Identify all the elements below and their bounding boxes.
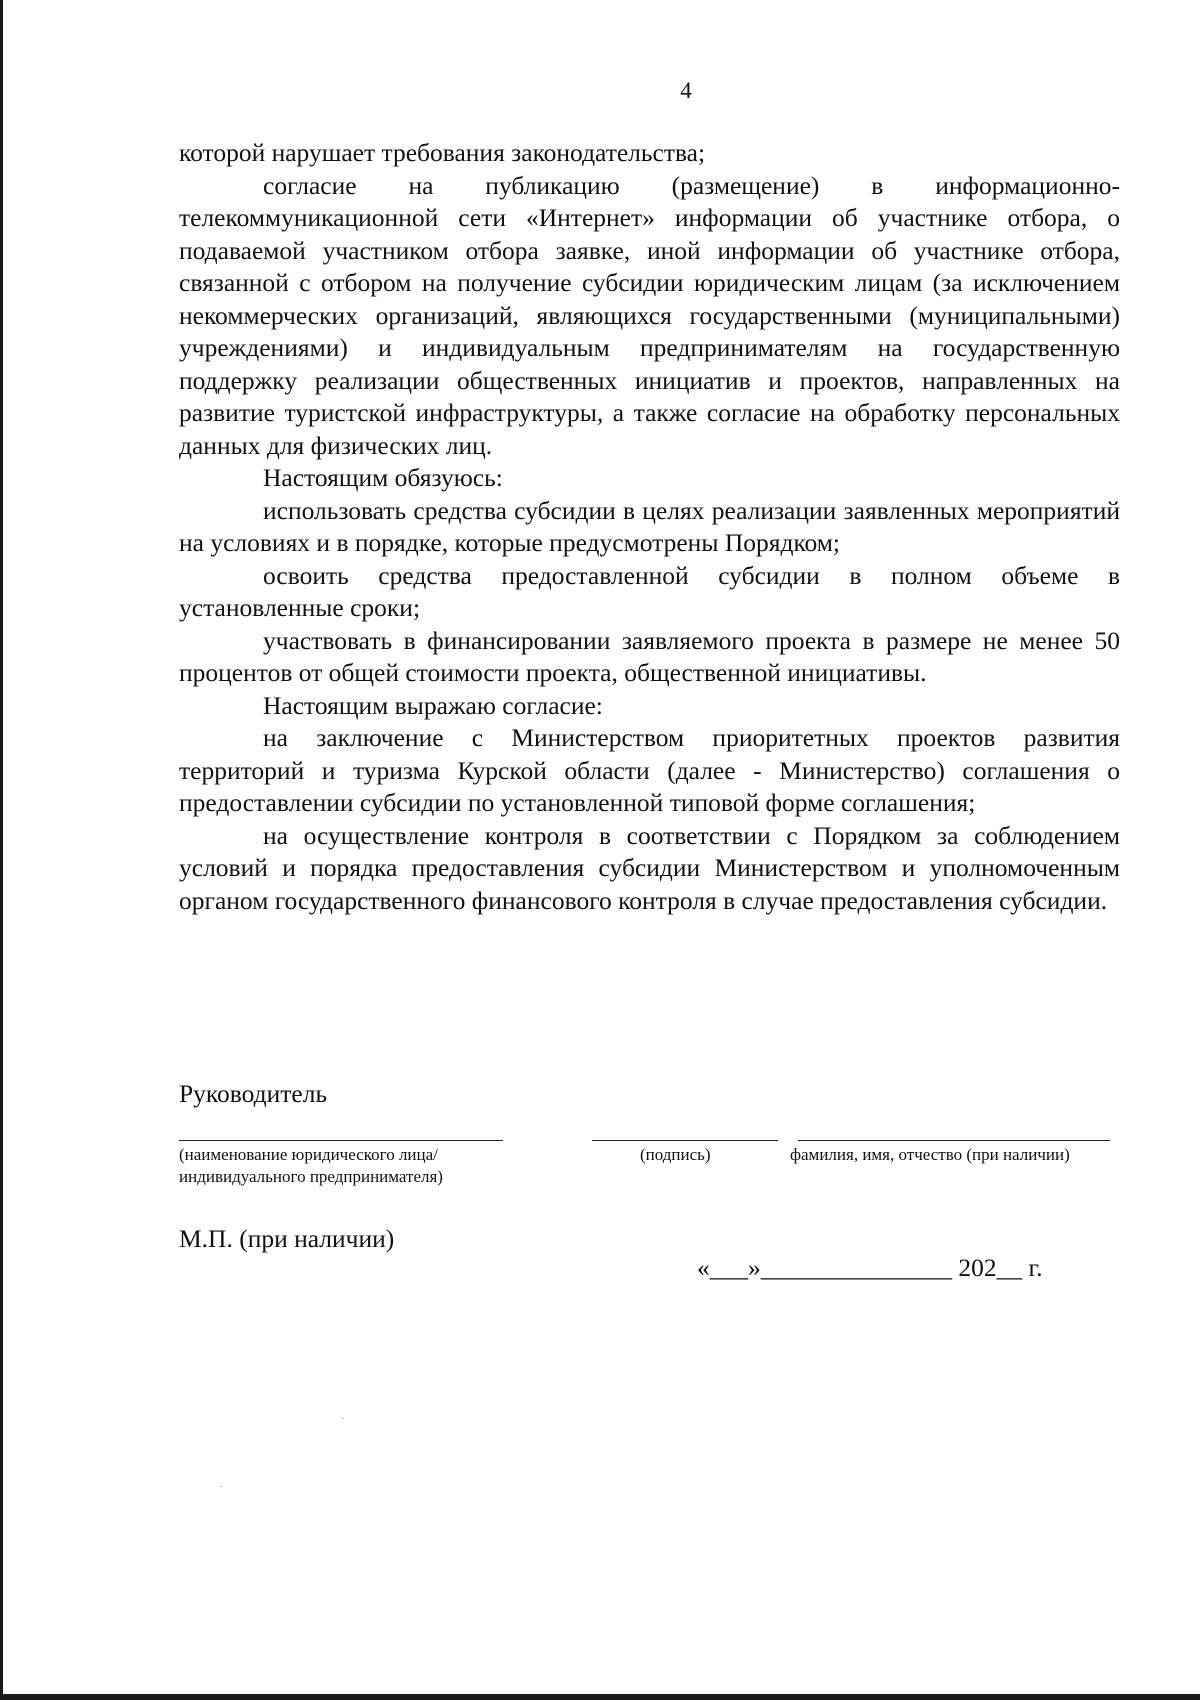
signature-line — [592, 1140, 778, 1141]
org-name-caption: (наименование юридического лица/ индивидуального предпринимателя) — [179, 1145, 443, 1186]
document-body — [179, 137, 1120, 917]
page-number: 4 — [680, 78, 692, 103]
paragraph-2: согласие на публикацию (размещение) в информационно-телекоммуникационной сети «Интернет» информации об участнике отбора, о подаваемой участником отбора заявке, иной информации об участнике отбора, связанной с отбором на получение субсидии юридическим лицам (за исключением некоммерческих организаций, являющихся государственными (муниципальными) учреждениями) и индивидуальным предпринимателям на государственную поддержку реализации общественных инициатив и проектов, направленных на развитие туристской инфраструктуры, а также согласие на обработку персональных данных для физических лиц. — [179, 170, 1120, 460]
scan-speck — [342, 1418, 344, 1419]
paragraph-9: на осуществление контроля в соответствии с Порядком за соблюдением условий и порядка предоставления субсидии Министерством и уполномоченным органом государственного финансового контроля в случае предоставления субсидии. — [179, 820, 1120, 915]
scan-speck — [220, 1486, 222, 1487]
full-name-caption: фамилия, имя, отчество (при наличии) — [790, 1145, 1070, 1164]
paragraph-1: которой нарушает требования законодательства; — [179, 138, 706, 167]
scan-edge-left — [0, 0, 3, 1700]
full-name-line — [798, 1140, 1110, 1141]
paragraph-5: освоить средства предоставленной субсидии в полном объеме в установленные сроки; — [179, 560, 1120, 622]
paragraph-4: использовать средства субсидии в целях реализации заявленных мероприятий на условиях и в порядке, которые предусмотрены Порядком; — [179, 495, 1120, 557]
signature-caption: (подпись) — [640, 1145, 711, 1164]
date-line: «___»_______________ 202__ г. — [697, 1253, 1043, 1282]
paragraph-8: на заключение с Министерством приоритетных проектов развития территорий и туризма Курской области (далее - Министерство) соглашения о предоставлении субсидии по установленной типовой форме соглашения; — [179, 723, 1120, 817]
scan-edge-bottom — [0, 1694, 1200, 1700]
org-name-line — [179, 1140, 503, 1141]
stamp-label: М.П. (при наличии) — [179, 1224, 395, 1253]
signer-title: Руководитель — [179, 1079, 328, 1108]
paragraph-3: Настоящим обязуюсь: — [263, 463, 503, 492]
paragraph-6: участвовать в финансировании заявляемого проекта в размере не менее 50 процентов от общей стоимости проекта, общественной инициативы. — [179, 625, 1120, 687]
paragraph-7: Настоящим выражаю согласие: — [263, 690, 603, 720]
